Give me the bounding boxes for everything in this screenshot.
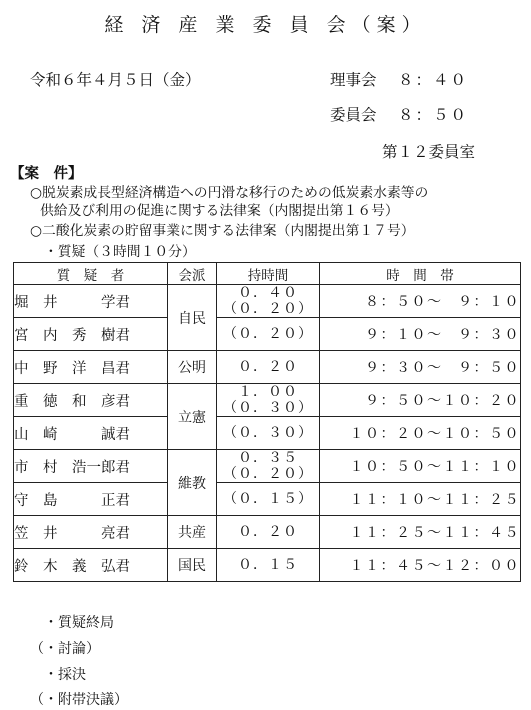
questioner-name: 市 村 浩一郎君 — [14, 450, 168, 483]
post-item-supplementary-resolution: （・附帯決議） — [30, 692, 128, 708]
post-item-end-questioning: ・質疑終局 — [44, 615, 114, 631]
table-row — [14, 450, 521, 483]
duration-cell: ０．２０ — [217, 351, 320, 384]
duration-sub-value: （０．２０） — [223, 301, 313, 317]
questioner-name: 重 徳 和 彦君 — [14, 384, 168, 417]
timeslot-cell: １０：５０～１１：１０ — [320, 450, 521, 483]
meeting-time-board: ８：４０ — [398, 71, 469, 89]
duration-cell: ０．１５ — [217, 549, 320, 582]
duration-cell: ０．２０ — [217, 516, 320, 549]
meeting-room: 第１２委員室 — [382, 143, 476, 161]
header-questioner: 質 疑 者 — [14, 263, 168, 285]
questioner-name: 宮 内 秀 樹君 — [14, 318, 168, 351]
questioner-name: 山 崎 誠君 — [14, 417, 168, 450]
party-cell: 立憲 — [168, 384, 217, 450]
timeslot-cell: １０：２０～１０：５０ — [320, 417, 521, 450]
table-row — [14, 351, 521, 384]
meeting-label-committee: 委員会 — [330, 106, 377, 124]
party-cell: 公明 — [168, 351, 217, 384]
questioner-name: 笠 井 亮君 — [14, 516, 168, 549]
timeslot-cell: １１：４５～１２：００ — [320, 549, 521, 582]
agenda-item: ○脱炭素成長型経済構造への円滑な移行のための低炭素水素等の — [30, 185, 429, 201]
party-cell: 共産 — [168, 516, 217, 549]
meeting-time-committee: ８：５０ — [398, 106, 469, 124]
header-duration: 持時間 — [217, 263, 320, 285]
timeslot-cell: ９：３０～ ９：５０ — [320, 351, 521, 384]
questioning-schedule-table — [13, 262, 521, 582]
timeslot-cell: ９：５０～１０：２０ — [320, 384, 521, 417]
questioner-name: 堀 井 学君 — [14, 285, 168, 318]
table-row — [14, 549, 521, 582]
timeslot-cell: ９：１０～ ９：３０ — [320, 318, 521, 351]
duration-cell — [217, 450, 320, 483]
table-header-row — [14, 263, 521, 285]
party-cell: 維教 — [168, 450, 217, 516]
duration-cell: （０．２０） — [217, 318, 320, 351]
timeslot-cell: ８：５０～ ９：１０ — [320, 285, 521, 318]
duration-sub-value: （０．３０） — [223, 400, 313, 416]
duration-sub-value: （０．２０） — [223, 466, 313, 482]
post-item-debate: （・討論） — [30, 641, 100, 657]
party-cell: 国民 — [168, 549, 217, 582]
header-timeslot: 時 間 帯 — [320, 263, 521, 285]
duration-cell: （０．３０） — [217, 417, 320, 450]
meeting-date: 令和６年４月５日（金） — [30, 71, 201, 89]
party-cell: 自民 — [168, 285, 217, 351]
meeting-label-board: 理事会 — [330, 71, 377, 89]
questioner-name: 中 野 洋 昌君 — [14, 351, 168, 384]
duration-cell — [217, 384, 320, 417]
duration-cell: （０．１５） — [217, 483, 320, 516]
agenda-item: ○二酸化炭素の貯留事業に関する法律案（内閣提出第１７号） — [30, 223, 415, 239]
document-title: 経 済 産 業 委 員 会（案） — [104, 14, 427, 36]
post-item-vote: ・採決 — [44, 667, 86, 683]
questioner-name: 鈴 木 義 弘君 — [14, 549, 168, 582]
duration-value: ０．４０ — [238, 285, 298, 301]
agenda-heading: 【案 件】 — [10, 165, 83, 182]
agenda-item: 供給及び利用の促進に関する法律案（内閣提出第１６号） — [40, 203, 399, 219]
header-party: 会派 — [168, 263, 217, 285]
timeslot-cell: １１：２５～１１：４５ — [320, 516, 521, 549]
table-row — [14, 516, 521, 549]
table-row — [14, 483, 521, 516]
agenda-subitem: ・質疑（３時間１０分） — [44, 244, 196, 260]
table-row — [14, 417, 521, 450]
table-row — [14, 384, 521, 417]
table-row — [14, 285, 521, 318]
table-row — [14, 318, 521, 351]
duration-cell — [217, 285, 320, 318]
duration-value: ０．３５ — [238, 450, 298, 466]
duration-value: １．００ — [238, 384, 298, 400]
timeslot-cell: １１：１０～１１：２５ — [320, 483, 521, 516]
questioner-name: 守 島 正君 — [14, 483, 168, 516]
